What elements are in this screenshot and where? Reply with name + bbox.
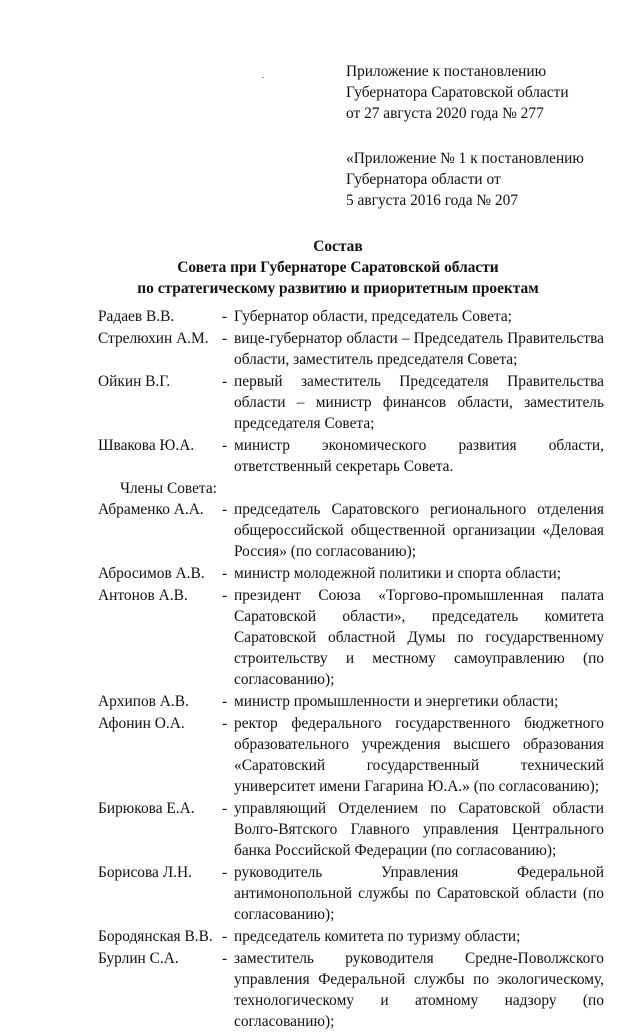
person-name: Антонов А.В. [98, 587, 188, 604]
person-role: ректор федерального государственного бюджетного образовательного учреждения высшего образования «Саратовский государственный технический университет имени Гагарина Ю.А.» (по согласованию); [234, 715, 604, 795]
separator-dash: - [222, 330, 228, 347]
person-role: председатель Саратовского регионального отделения общероссийской общественной организации «Деловая Россия» (по согласованию); [234, 501, 604, 560]
person-role: председатель комитета по туризму области; [234, 928, 521, 945]
separator-dash: - [222, 715, 228, 732]
person-name: Бородянская В.В. [98, 928, 213, 945]
separator-dash: - [222, 565, 228, 582]
list-item [98, 328, 604, 370]
title-line: Состав [313, 238, 363, 255]
person-name: Бурлин С.А. [98, 950, 179, 967]
person-name: Борисова Л.Н. [98, 864, 192, 881]
leaders-list [98, 306, 604, 477]
person-name: Абраменко А.А. [98, 501, 204, 518]
list-item [98, 798, 604, 861]
person-role: заместитель руководителя Средне-Поволжского управления Федеральной службы по экологическому, технологическому и атомному надзору (по согласованию); [234, 950, 604, 1030]
person-name: Бирюкова Е.А. [98, 800, 195, 817]
list-item [98, 948, 604, 1032]
list-item [98, 499, 604, 562]
person-role: вице-губернатор области – Председатель Правительства области, заместитель председателя Совета; [234, 330, 604, 368]
list-item [98, 306, 604, 327]
appendix-header-line: от 27 августа 2020 года № 277 [346, 105, 544, 122]
separator-dash: - [222, 864, 228, 881]
list-item [98, 435, 604, 477]
separator-dash: - [222, 587, 228, 604]
council-composition-list [98, 306, 604, 1033]
members-list [98, 499, 604, 1032]
person-name: Архипов А.В. [98, 693, 189, 710]
original-header-line: Губернатора области от [346, 171, 501, 188]
person-name: Радаев В.В. [98, 308, 175, 325]
person-name: Стрелюхин А.М. [98, 330, 209, 347]
title-line: по стратегическому развитию и приоритетным проектам [137, 280, 539, 297]
original-appendix-header [346, 148, 616, 211]
separator-dash: - [222, 373, 228, 390]
separator-dash: - [222, 800, 228, 817]
scan-mark [262, 77, 264, 78]
person-role: министр экономического развития области, ответственный секретарь Совета. [234, 437, 604, 475]
person-name: Ойкин В.Г. [98, 373, 171, 390]
list-item [98, 862, 604, 925]
list-item [98, 371, 604, 434]
separator-dash: - [222, 693, 228, 710]
appendix-header [346, 61, 616, 124]
appendix-header-line: Приложение к постановлению [346, 63, 547, 80]
person-role: министр молодежной политики и спорта области; [234, 565, 562, 582]
list-item [98, 563, 604, 584]
title-line: Совета при Губернаторе Саратовской области [177, 259, 499, 276]
document-title [0, 236, 640, 299]
person-role: президент Союза «Торгово-промышленная палата Саратовской области», председатель комитета Саратовской областной Думы по государственному строительству и местному самоуправлению (по согласованию); [234, 587, 604, 688]
original-header-line: 5 августа 2016 года № 207 [346, 192, 519, 209]
separator-dash: - [222, 950, 228, 967]
person-name: Афонин О.А. [98, 715, 185, 732]
person-role: министр промышленности и энергетики области; [234, 693, 559, 710]
list-item [98, 926, 604, 947]
list-item [98, 691, 604, 712]
person-role: первый заместитель Председателя Правительства области – министр финансов области, заместитель председателя Совета; [234, 373, 604, 432]
list-item [98, 585, 604, 690]
person-role: Губернатор области, председатель Совета; [234, 308, 512, 325]
appendix-header-line: Губернатора Саратовской области [346, 84, 569, 101]
separator-dash: - [222, 928, 228, 945]
person-role: руководитель Управления Федеральной антимонопольной службы по Саратовской области (по согласованию); [234, 864, 604, 923]
members-heading: Члены Совета: [120, 480, 217, 497]
person-role: управляющий Отделением по Саратовской области Волго-Вятского Главного управления Центрального банка Российской Федерации (по согласованию); [234, 800, 604, 859]
list-item [98, 713, 604, 797]
person-name: Швакова Ю.А. [98, 437, 195, 454]
separator-dash: - [222, 437, 228, 454]
separator-dash: - [222, 308, 228, 325]
original-header-line: «Приложение № 1 к постановлению [346, 150, 584, 167]
separator-dash: - [222, 501, 228, 518]
person-name: Абросимов А.В. [98, 565, 205, 582]
